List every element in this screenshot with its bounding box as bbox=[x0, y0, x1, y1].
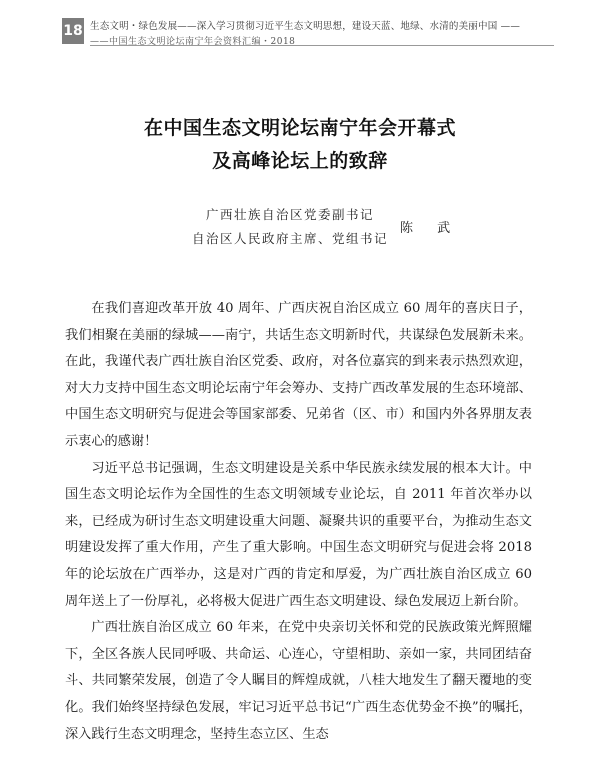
article-body bbox=[65, 296, 532, 748]
author-role-1: 广西壮族自治区党委副书记 bbox=[206, 207, 375, 222]
author-role-2: 自治区人民政府主席、党组书记 bbox=[192, 231, 389, 246]
running-header-subtitle: ——中国生态文明论坛南宁年会资料汇编・2018 bbox=[90, 37, 296, 47]
article-title-line-2: 及高峰论坛上的致辞 bbox=[212, 150, 388, 172]
page-number: 18 bbox=[62, 18, 84, 44]
paragraph: 广西壮族自治区成立 60 年来，在党中央亲切关怀和党的民族政策光辉照耀下，全区各族人民同呼吸、共命运、心连心，守望相助、亲如一家，共同团结奋斗、共同繁荣发展，创造了令人瞩目的辉煌成就，八桂大地发生了翻天覆地的变化。我们始终坚持绿色发展，牢记习近平总书记“广西生态优势金不换”的嘱托，深入践行生态文明理念，坚持生态立区、生态 bbox=[65, 620, 532, 742]
author-name: 陈 武 bbox=[400, 221, 461, 236]
running-header-title: 生态文明・绿色发展——深入学习贯彻习近平生态文明思想，建设天蓝、地绿、水清的美丽中国 —— bbox=[90, 21, 521, 32]
header-divider bbox=[90, 45, 554, 46]
article-title-line-1: 在中国生态文明论坛南宁年会开幕式 bbox=[143, 117, 456, 139]
paragraph: 习近平总书记强调，生态文明建设是关系中华民族永续发展的根本大计。中国生态文明论坛作为全国性的生态文明领域专业论坛，自 2011 年首次举办以来，已经成为研讨生态文明建设重大问题、凝聚共识的重要平台，为推动生态文明建设发挥了重大作用，产生了重大影响。中国生态文明研究与促进会将 2018 年的论坛放在广西举办，这是对广西的肯定和厚爱，为广西壮族自治区成立 60 周年送上了一份厚礼，必将极大促进广西生态文明建设、绿色发展迈上新台阶。 bbox=[65, 460, 532, 609]
paragraph: 在我们喜迎改革开放 40 周年、广西庆祝自治区成立 60 周年的喜庆日子，我们相聚在美丽的绿城——南宁，共话生态文明新时代，共谋绿色发展新未来。在此，我谨代表广西壮族自治区党委、政府，对各位嘉宾的到来表示热烈欢迎，对大力支持中国生态文明论坛南宁年会筹办、支持广西改革发展的生态环境部、中国生态文明研究与促进会等国家部委、兄弟省（区、市）和国内外各界朋友表示衷心的感谢！ bbox=[65, 301, 532, 449]
